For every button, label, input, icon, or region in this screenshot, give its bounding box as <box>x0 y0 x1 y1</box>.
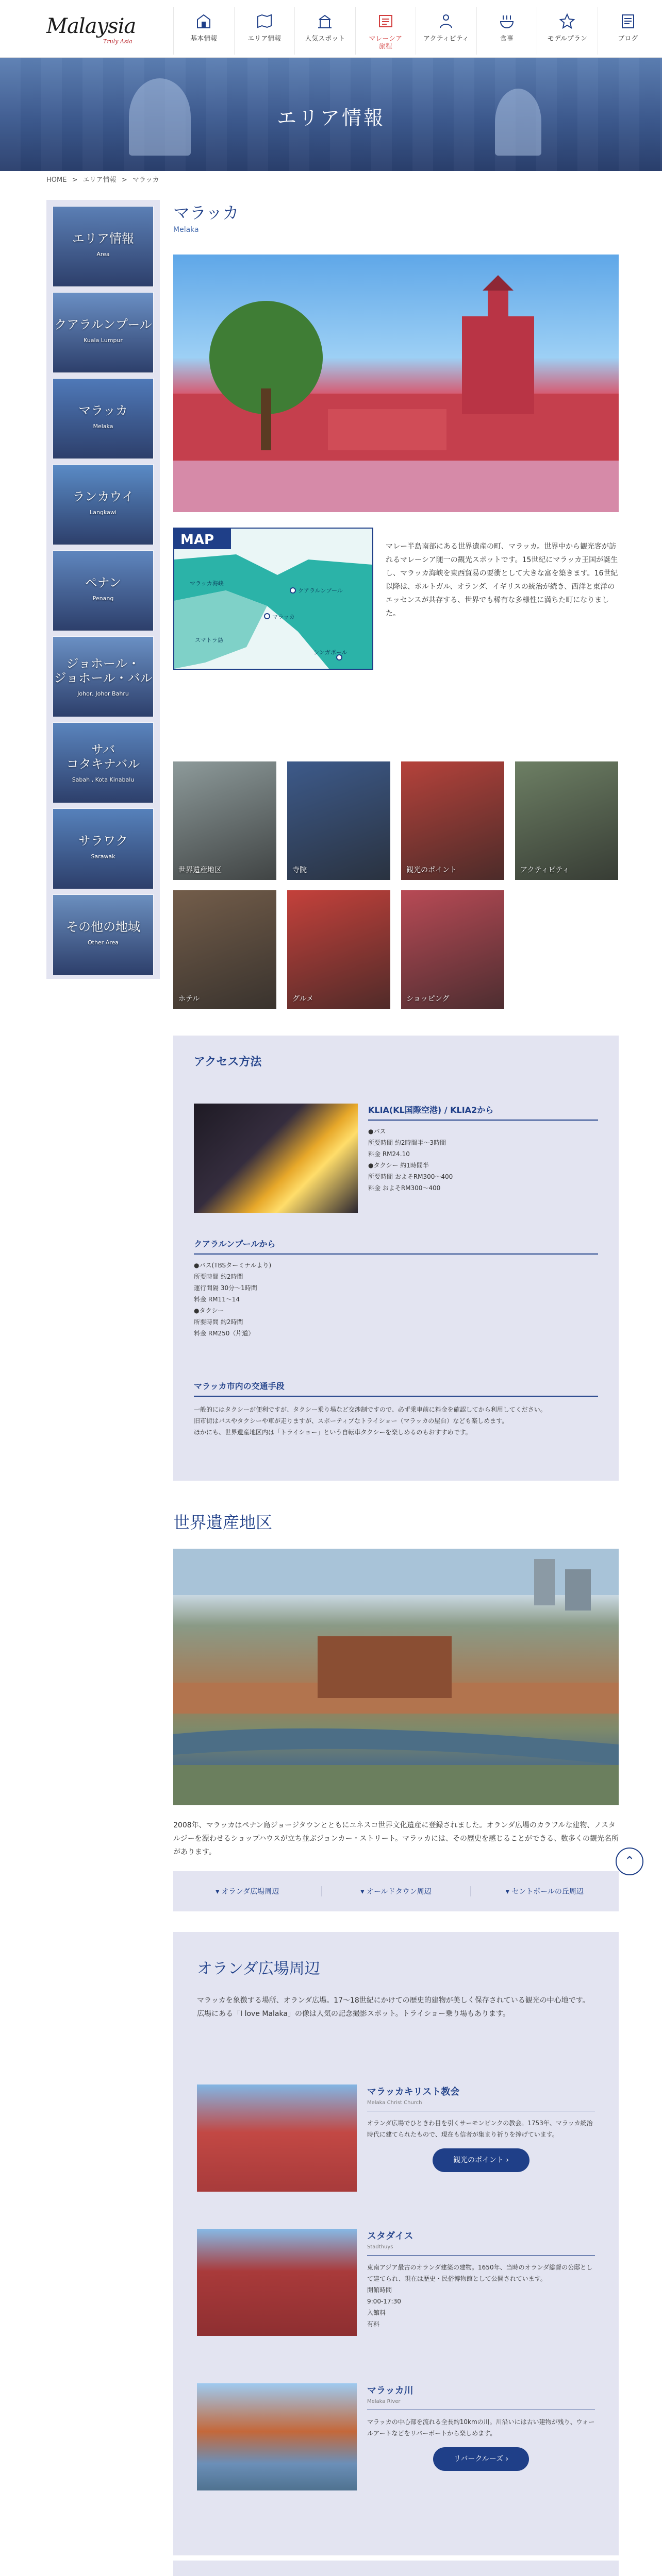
sidebar-item-sub: Sarawak <box>91 853 115 860</box>
nav-label: 基本情報 <box>190 35 218 43</box>
sidebar-item-image <box>53 293 153 372</box>
nav-label: 食事 <box>500 35 514 43</box>
nav-label: モデルプラン <box>547 35 587 43</box>
breadcrumb-area[interactable]: エリア情報 <box>82 176 117 184</box>
inner-line: 旧市街はバスやタクシーや車が走りますが、スポーティブなトライショー（マラッカの屋台）なども楽しめます。 <box>194 1417 508 1425</box>
sidebar-item-sub: Langkawi <box>90 509 117 516</box>
info-icon <box>195 12 212 30</box>
blog-icon <box>619 12 637 30</box>
kl-line: ●バス(TBSターミナルより) <box>194 1262 272 1269</box>
area-title: マラッカ <box>173 203 239 223</box>
heritage-text: 2008年、マラッカはペナン島ジョージタウンとともにユネスコ世界文化遺産に登録されました。オランダ広場のカラフルな建物、ノスタルジーを漂わせるショップハウスが立ち並ぶジョンカー・ストリート。マラッカには、その歴史を感じることができる、数多くの観光名所があります。 <box>173 1821 619 1856</box>
spot-photo <box>197 2383 357 2490</box>
nav-label: エリア情報 <box>247 35 282 43</box>
anchor-label: オールドタウン周辺 <box>366 1888 432 1896</box>
orang-intro: マラッカを象徴する場所、オランダ広場。17〜18世紀にかけての歴史的建物が美しく保存されている観光の中心地です。広場にある「I love Malaka」の像は人気の記念撮影スポット。トライショー乗り場もあります。 <box>197 1996 590 2018</box>
sidebar-item[interactable] <box>53 722 154 803</box>
sidebar-item[interactable] <box>53 550 154 631</box>
spot-en: Melaka Christ Church <box>367 2100 595 2111</box>
category-label: 世界遺産地区 <box>178 866 222 874</box>
category-tile[interactable] <box>173 761 276 880</box>
logo-wordmark: Malaysia <box>46 14 136 38</box>
spot-name: スタダイス <box>367 2231 413 2242</box>
photo-illustration <box>173 255 619 512</box>
category-tile[interactable] <box>401 761 504 880</box>
nav-item-activity[interactable] <box>416 7 476 55</box>
area-subtitle: Melaka <box>173 226 199 234</box>
spot-name: マラッカ川 <box>367 2385 413 2396</box>
sidebar-item-image <box>53 895 153 975</box>
breadcrumb-separator: > <box>72 176 78 184</box>
map-graphic <box>174 529 372 669</box>
sidebar-item-sub: Penang <box>92 595 114 602</box>
spot-button[interactable]: 観光のポイント › <box>433 2148 529 2172</box>
sidebar-item-label: エリア情報 <box>72 231 134 246</box>
access-klia <box>194 1104 598 1217</box>
hero-banner <box>0 58 662 171</box>
nav-label: 人気スポット <box>305 35 345 43</box>
sidebar-item-image <box>53 465 153 545</box>
breadcrumb-current: マラッカ <box>132 176 159 184</box>
sidebar-item[interactable] <box>53 206 154 287</box>
nav-label: ブログ <box>618 35 638 43</box>
sidebar-item-sub: Other Area <box>87 939 119 946</box>
category-label: ショッピング <box>406 995 450 1003</box>
spot-body: オランダ広場でひときわ目を引くサーモンピンクの教会。1753年、マラッカ統治時代に建てられたもので、現在も信者が集まり祈りを捧げています。 <box>367 2120 593 2138</box>
area-map <box>173 528 373 670</box>
page-title: エリア情報 <box>276 107 385 129</box>
back-to-top-button[interactable]: ⌃ <box>616 1848 643 1875</box>
klia-line: ●バス <box>368 1128 386 1135</box>
inner-details <box>194 1404 598 1438</box>
old-town-section <box>173 2561 619 2576</box>
activity-icon <box>437 12 455 30</box>
sidebar-item-image <box>53 809 153 889</box>
heritage-title: 世界遺産地区 <box>173 1513 273 1532</box>
category-tile[interactable] <box>515 761 618 880</box>
inner-line: 一般的にはタクシーが便利ですが、タクシー乗り場など交渉制ですので、必ず乗車前に料金を確認してから利用してください。 <box>194 1406 547 1413</box>
category-image <box>173 761 276 880</box>
sidebar-item-label: サラワク <box>78 834 128 848</box>
sidebar-item-label: その他の地域 <box>66 920 140 934</box>
plan-icon <box>558 12 576 30</box>
nav-item-food[interactable] <box>476 7 537 55</box>
category-image <box>401 761 504 880</box>
map-place-strait: マラッカ海峡 <box>190 580 224 587</box>
klia-line: 料金 およそRM300〜400 <box>368 1184 441 1192</box>
food-icon <box>498 12 516 30</box>
spot-body: マラッカの中心部を流れる全長約10kmの川。川沿いには古い建物が残り、ウォールアートなどをリバーボートから楽しめます。 <box>367 2418 595 2437</box>
sidebar-item-sub: Melaka <box>93 423 113 430</box>
spot-christ-church <box>197 2084 595 2198</box>
map-label: MAP <box>180 532 214 548</box>
category-tile[interactable] <box>401 890 504 1009</box>
nav-item-blog[interactable] <box>598 7 658 55</box>
heritage-illustration <box>173 1549 619 1805</box>
global-nav <box>173 7 658 55</box>
sidebar-item-image <box>53 207 153 286</box>
star-icon <box>316 12 334 30</box>
nav-item-itinerary[interactable] <box>355 7 416 55</box>
sidebar-item-sub: Area <box>96 251 110 258</box>
sidebar-item[interactable] <box>53 464 154 545</box>
category-label: アクティビティ <box>520 866 570 874</box>
kl-line: ●タクシー <box>194 1307 224 1314</box>
nav-item-area-info[interactable] <box>234 7 295 55</box>
airport-photo <box>194 1104 358 1213</box>
klia-line: 所要時間 約2時間半〜3時間 <box>368 1139 446 1146</box>
area-description: マレー半島南部にある世界遺産の町、マラッカ。世界中から観光客が訪れるマレーシア随一の観光スポットです。15世紀にマラッカ王国が誕生し、マラッカ海峡を東西貿易の要衝として大きな富を築きます。16世紀以降は、ポルトガル、オランダ、イギリスの統治が続き、西洋と東洋のエッセンスが共存する、世界でも稀有な多様性に満ちた町になりました。 <box>386 543 618 618</box>
category-tile[interactable] <box>287 761 390 880</box>
spot-body: 東南アジア最古のオランダ建築の建物。1650年、当時のオランダ総督の公邸として建てられ、現在は歴史・民俗博物館として公開されています。 開館時間 9:00-17:30 入館料 有料 <box>367 2264 593 2328</box>
klia-details <box>368 1126 598 1194</box>
nav-item-model-plan[interactable] <box>537 7 598 55</box>
nav-label: アクティビティ <box>423 35 469 43</box>
category-label: グルメ <box>292 995 314 1003</box>
spot-info <box>367 2229 595 2330</box>
kl-details <box>194 1260 598 1339</box>
route-icon <box>377 12 394 30</box>
spot-button[interactable]: リバークルーズ › <box>433 2447 529 2471</box>
category-grid <box>173 761 619 1009</box>
inner-title: マラッカ市内の交通手段 <box>194 1380 598 1397</box>
klia-line: 所要時間 およそRM300〜400 <box>368 1173 453 1180</box>
logo-tagline: Truly Asia <box>103 38 133 45</box>
sidebar-item-label: サバ コタキナバル <box>66 742 140 771</box>
sidebar-item-image <box>53 551 153 631</box>
nav-item-spots[interactable] <box>294 7 355 55</box>
anchor-old[interactable]: ▾ オールドタウン周辺 <box>322 1886 470 1896</box>
sidebar-item[interactable] <box>53 808 154 889</box>
spot-en: Stadthuys <box>367 2244 595 2256</box>
access-kl <box>194 1238 598 1339</box>
sidebar-item[interactable] <box>53 378 154 459</box>
sidebar-item-label: マラッカ <box>78 403 128 418</box>
melaka-main-photo <box>173 255 619 512</box>
sidebar-item-label: クアラルンプール <box>54 317 152 332</box>
spot-info <box>367 2383 595 2471</box>
sidebar-item-image <box>53 379 153 459</box>
map-place-sumatra: スマトラ島 <box>195 637 223 643</box>
kl-title: クアラルンプールから <box>194 1238 598 1255</box>
kl-line: 所要時間 約2時間 <box>194 1318 243 1326</box>
breadcrumb <box>46 171 619 190</box>
heritage-photo <box>173 1549 619 1805</box>
klia-line: ●タクシー 約1時間半 <box>368 1162 429 1169</box>
klia-line: 料金 RM24.10 <box>368 1150 410 1158</box>
inner-line: ほかにも、世界遺産地区内は「トライショー」という自転車タクシーを楽しめるのもおすすめです。 <box>194 1429 472 1436</box>
category-label: 寺院 <box>292 866 307 874</box>
category-tile[interactable] <box>173 890 276 1009</box>
orang-title: オランダ広場周辺 <box>197 1960 320 1978</box>
category-image <box>287 890 390 1009</box>
area-main <box>173 200 619 1003</box>
orang-section <box>173 1932 619 2555</box>
nav-label: マレーシア 旅程 <box>369 35 403 50</box>
anchor-label: セントポールの丘周辺 <box>511 1888 584 1896</box>
spot-name: マラッカキリスト教会 <box>367 2087 460 2097</box>
category-image <box>515 761 618 880</box>
category-tile[interactable] <box>287 890 390 1009</box>
spot-melaka-river <box>197 2383 595 2497</box>
anchor-links <box>173 1871 619 1911</box>
spot-photo <box>197 2229 357 2336</box>
kl-line: 所要時間 約2時間 <box>194 1273 243 1280</box>
site-logo[interactable] <box>46 11 150 47</box>
klia-info <box>368 1104 598 1194</box>
spot-photo <box>197 2084 357 2192</box>
nav-item-basic-info[interactable] <box>173 7 234 55</box>
sidebar-item-label: ランカウイ <box>72 489 134 504</box>
klia-title: KLIA(KL国際空港) / KLIA2から <box>368 1104 598 1121</box>
site-header <box>0 0 662 58</box>
sidebar-item-sub: Sabah , Kota Kinabalu <box>72 776 135 783</box>
category-label: 観光のポイント <box>406 866 457 874</box>
kl-line: 運行間隔 30分〜1時間 <box>194 1284 257 1292</box>
map-place-singapore: シンガポール <box>313 649 347 656</box>
anchor-stpaul[interactable]: ▾ セントポールの丘周辺 <box>505 1888 584 1896</box>
breadcrumb-separator: > <box>121 176 127 184</box>
sidebar-item-sub: Kuala Lumpur <box>84 337 123 344</box>
map-place-kl: クアラルンプール <box>298 587 343 594</box>
access-inner <box>194 1380 598 1438</box>
sidebar-item-sub: Johor, Johor Bahru <box>77 690 129 697</box>
sidebar-item[interactable] <box>53 636 154 717</box>
spot-en: Melaka River <box>367 2399 595 2410</box>
anchor-label: オランダ広場周辺 <box>221 1888 279 1896</box>
access-title: アクセス方法 <box>194 1056 262 1069</box>
kl-line: 料金 RM250（片道） <box>194 1330 255 1337</box>
sidebar-item[interactable] <box>53 292 154 373</box>
area-sidebar <box>46 200 160 979</box>
spot-stadthuys <box>197 2229 595 2342</box>
category-image <box>401 890 504 1009</box>
breadcrumb-home[interactable]: HOME <box>46 176 67 184</box>
sidebar-item[interactable] <box>53 894 154 975</box>
access-section <box>173 1036 619 1481</box>
category-image <box>287 761 390 880</box>
map-place-melaka: マラッカ <box>272 614 295 620</box>
map-icon <box>256 12 273 30</box>
category-image <box>173 890 276 1009</box>
kl-line: 料金 RM11〜14 <box>194 1296 240 1303</box>
spot-info <box>367 2084 595 2172</box>
sidebar-item-label: ジョホール・ ジョホール・バル <box>54 656 153 685</box>
sidebar-item-label: ペナン <box>85 575 122 590</box>
anchor-orang[interactable]: ▾ オランダ広場周辺 <box>173 1886 322 1896</box>
category-label: ホテル <box>178 995 200 1003</box>
